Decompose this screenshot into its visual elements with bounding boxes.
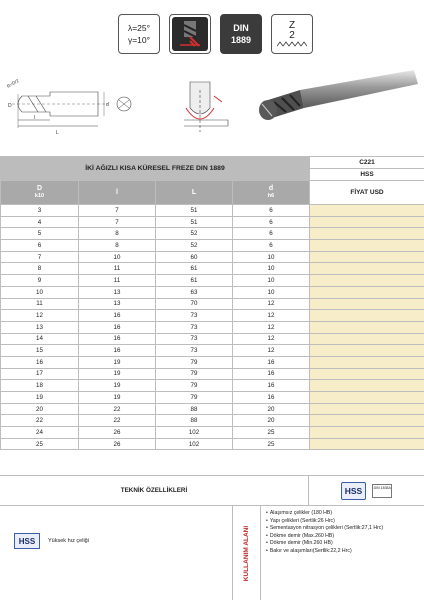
table-row: [1, 438, 424, 450]
col-header-l: l: [79, 181, 156, 205]
hss-badge: HSS: [341, 482, 366, 500]
cell-D: 13: [1, 321, 79, 333]
usage-item: • Dökme demir (Max.260 HB): [266, 533, 416, 541]
cell-L: 61: [156, 263, 233, 275]
dimension-drawing: [12, 92, 131, 128]
cell-d: 20: [233, 415, 310, 427]
cell-D: 7: [1, 251, 79, 263]
cell-l: 16: [79, 333, 156, 345]
cell-price: [310, 427, 424, 439]
cell-d: 10: [233, 286, 310, 298]
cell-price: [310, 321, 424, 333]
cell-d: 10: [233, 251, 310, 263]
col-header-L: L: [156, 181, 233, 205]
cell-price: [310, 263, 424, 275]
cell-l: 7: [79, 205, 156, 217]
cell-D: 11: [1, 298, 79, 310]
cell-price: [310, 205, 424, 217]
cell-D: 16: [1, 356, 79, 368]
table-row: [1, 392, 424, 404]
cell-d: 25: [233, 438, 310, 450]
table-row: [1, 251, 424, 263]
zigzag-icon: [277, 41, 307, 47]
helix-angle-box: [118, 14, 160, 54]
cell-price: [310, 380, 424, 392]
cell-price: [310, 275, 424, 287]
ballnose-cutter-icon: [170, 15, 210, 53]
cell-price: [310, 310, 424, 322]
cell-d: 6: [233, 216, 310, 228]
dim-L-label: L: [56, 130, 59, 136]
cell-L: 79: [156, 356, 233, 368]
din-1835a-badge: DIN 1835A: [372, 484, 392, 498]
cell-L: 60: [156, 251, 233, 263]
cell-d: 6: [233, 240, 310, 252]
cell-L: 73: [156, 333, 233, 345]
cell-l: 11: [79, 263, 156, 275]
cell-l: 16: [79, 321, 156, 333]
cell-l: 11: [79, 275, 156, 287]
cell-D: 17: [1, 368, 79, 380]
cell-price: [310, 415, 424, 427]
cell-L: 70: [156, 298, 233, 310]
cell-D: 14: [1, 333, 79, 345]
table-row: [1, 298, 424, 310]
cell-D: 20: [1, 403, 79, 415]
table-body: [1, 205, 424, 450]
table-row: [1, 380, 424, 392]
cell-D: 6: [1, 240, 79, 252]
cell-L: 52: [156, 240, 233, 252]
table-row: [1, 310, 424, 322]
helix-angle-line1: λ=25°: [127, 23, 151, 33]
cell-d: 12: [233, 333, 310, 345]
din-standard-box: [220, 14, 262, 54]
cell-price: [310, 356, 424, 368]
usage-item: • Dökme demir (Min.260 HB): [266, 540, 416, 548]
tool-drawings: [0, 60, 424, 148]
cutting-schematic: [184, 82, 228, 132]
cell-d: 10: [233, 275, 310, 287]
cell-l: 19: [79, 356, 156, 368]
cell-l: 22: [79, 415, 156, 427]
cell-L: 79: [156, 368, 233, 380]
cell-l: 22: [79, 403, 156, 415]
col-header-D: D k10: [1, 181, 79, 205]
cell-price: [310, 345, 424, 357]
usage-list: [266, 510, 416, 556]
cell-D: 8: [1, 263, 79, 275]
cell-l: 19: [79, 380, 156, 392]
cell-D: 12: [1, 310, 79, 322]
material-box: [0, 506, 233, 600]
flute-z-value: 2: [289, 30, 295, 41]
table-row: [1, 345, 424, 357]
features-title: TEKNİK ÖZELLİKLERİ: [0, 475, 309, 505]
cell-price: [310, 368, 424, 380]
cell-L: 73: [156, 345, 233, 357]
product-material: HSS: [310, 169, 424, 181]
table-row: [1, 228, 424, 240]
table-row: [1, 205, 424, 217]
ballnose-endmill-image: [259, 70, 418, 120]
flute-count-box: [271, 14, 313, 54]
cell-price: [310, 216, 424, 228]
material-badge: HSS: [14, 533, 40, 549]
cell-l: 16: [79, 310, 156, 322]
cell-L: 73: [156, 310, 233, 322]
cell-D: 22: [1, 415, 79, 427]
cell-L: 61: [156, 275, 233, 287]
usage-item: • Yapı çelikleri (Sertlik:26 Hrc): [266, 518, 416, 526]
cell-L: 102: [156, 427, 233, 439]
cell-d: 6: [233, 205, 310, 217]
cell-d: 16: [233, 392, 310, 404]
price-header: FİYAT USD: [310, 181, 424, 205]
cell-l: 8: [79, 240, 156, 252]
product-code: C221: [310, 157, 424, 169]
cell-price: [310, 333, 424, 345]
flute-z-label: Z: [288, 20, 296, 31]
usage-item: • Alaşımsız çelikler (180 HB): [266, 510, 416, 518]
cell-price: [310, 240, 424, 252]
cell-L: 51: [156, 205, 233, 217]
cell-d: 6: [233, 228, 310, 240]
cell-price: [310, 438, 424, 450]
cell-L: 88: [156, 403, 233, 415]
radius-label: R=D/2: [6, 78, 20, 89]
cell-price: [310, 228, 424, 240]
table-row: [1, 240, 424, 252]
cell-D: 25: [1, 438, 79, 450]
table-row: [1, 216, 424, 228]
cell-price: [310, 392, 424, 404]
table-row: [1, 275, 424, 287]
cell-price: [310, 251, 424, 263]
cell-D: 3: [1, 205, 79, 217]
spec-icon-row: [118, 14, 313, 54]
din-label: DIN: [233, 23, 249, 33]
features-icons: [309, 475, 424, 505]
cell-d: 12: [233, 310, 310, 322]
table-row: [1, 286, 424, 298]
helix-angle-line2: γ=10°: [127, 35, 151, 45]
cell-l: 19: [79, 368, 156, 380]
cell-d: 10: [233, 263, 310, 275]
cell-D: 15: [1, 345, 79, 357]
cell-L: 73: [156, 321, 233, 333]
cell-price: [310, 298, 424, 310]
cell-L: 79: [156, 380, 233, 392]
cell-l: 7: [79, 216, 156, 228]
cell-d: 12: [233, 321, 310, 333]
cell-d: 12: [233, 298, 310, 310]
cell-d: 16: [233, 356, 310, 368]
cell-d: 16: [233, 380, 310, 392]
table-row: [1, 427, 424, 439]
cell-l: 8: [79, 228, 156, 240]
cell-D: 18: [1, 380, 79, 392]
cell-L: 88: [156, 415, 233, 427]
cell-d: 20: [233, 403, 310, 415]
cell-D: 24: [1, 427, 79, 439]
dim-d-shank-label: d: [106, 102, 109, 108]
cell-D: 9: [1, 275, 79, 287]
usage-title: KULLANIM ALANI: [233, 506, 261, 600]
cell-d: 25: [233, 427, 310, 439]
cell-L: 79: [156, 392, 233, 404]
table-row: [1, 415, 424, 427]
technical-features: [0, 475, 424, 600]
cell-D: 4: [1, 216, 79, 228]
cell-D: 10: [1, 286, 79, 298]
product-table: [0, 156, 424, 450]
dim-l-label: l: [34, 115, 36, 121]
ballnose-type-box: [169, 14, 211, 54]
cell-l: 10: [79, 251, 156, 263]
cell-L: 51: [156, 216, 233, 228]
usage-item: • Bakır ve alaşımları(Sertlik:22,2 Hrc): [266, 548, 416, 556]
features-body: [0, 505, 424, 600]
cell-price: [310, 286, 424, 298]
cell-l: 13: [79, 298, 156, 310]
cell-l: 16: [79, 345, 156, 357]
table-title: İKİ AĞIZLI KISA KÜRESEL FREZE DIN 1889: [1, 157, 310, 181]
table-row: [1, 333, 424, 345]
cell-l: 26: [79, 427, 156, 439]
table-row: [1, 263, 424, 275]
table-row: [1, 403, 424, 415]
cell-price: [310, 403, 424, 415]
cell-d: 12: [233, 345, 310, 357]
table-row: [1, 368, 424, 380]
cell-L: 52: [156, 228, 233, 240]
cell-D: 19: [1, 392, 79, 404]
cell-l: 19: [79, 392, 156, 404]
cell-l: 13: [79, 286, 156, 298]
material-label: Yüksek hız çeliği: [48, 538, 89, 544]
usage-item: • Sementasyon nitrasyon çelikleri (Sertlik:27,1 Hrc): [266, 525, 416, 533]
din-number: 1889: [230, 35, 252, 45]
col-header-d: d h6: [233, 181, 310, 205]
cell-l: 26: [79, 438, 156, 450]
table-row: [1, 356, 424, 368]
cell-L: 63: [156, 286, 233, 298]
dim-d-label: D: [8, 103, 12, 109]
cell-L: 102: [156, 438, 233, 450]
table-row: [1, 321, 424, 333]
cell-d: 16: [233, 368, 310, 380]
cell-D: 5: [1, 228, 79, 240]
